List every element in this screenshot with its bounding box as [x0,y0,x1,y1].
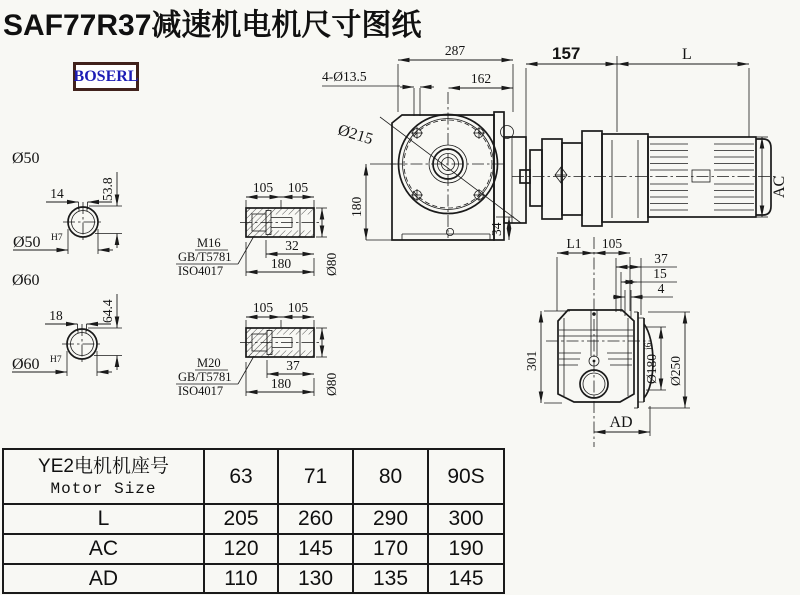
table-row-AC [3,534,504,564]
value-AC-80: 170 [353,534,428,564]
value-AD-63: 110 [204,564,278,593]
value-L-80: 290 [353,504,428,534]
rear-dim-37: 37 [654,251,668,266]
rear-dim-height: 301 [524,350,539,371]
bore50-label: Ø50 [12,150,40,167]
value-AC-71: 145 [278,534,353,564]
brand-logo: BOSERL [73,62,139,91]
rear-dim-4: 4 [657,281,665,296]
shaft2-dia: Ø80 [324,372,339,396]
bore60-keyway-depth: 64.4 [100,299,115,323]
rear-dim-l1: L1 [566,236,582,251]
header-motor-size [3,449,204,504]
page-title: SAF77R37减速机电机尺寸图纸 [3,9,422,42]
bore50-keyway-depth: 53.8 [100,177,115,201]
shaft1-std-a: GB/T5781 [178,250,232,264]
rear-spigot-tol: j6 [644,342,654,350]
header-size-71: 71 [278,449,353,504]
shaft2-std-a: GB/T5781 [178,370,232,384]
bore60-keyway-width: 18 [49,308,63,323]
table-row-L [3,504,504,534]
motor-size-table [2,448,505,594]
shaft2-std-b: ISO4017 [178,384,224,398]
bore-detail-50 [12,150,122,254]
row-label-AC: AC [3,534,204,564]
shaft1-dia: Ø80 [324,252,339,276]
rear-dim-15: 15 [653,266,667,281]
dim-front-flange-width: 162 [470,71,492,86]
rear-spigot-dia: Ø180 [644,354,659,384]
shaft2-seg-b: 105 [287,300,309,315]
value-AC-90s: 190 [428,534,504,564]
shaft2-thread: M20 [197,356,221,370]
bore50-fit: Ø50 [13,234,41,251]
dim-front-holes: 4-Ø13.5 [322,69,367,84]
shaft1-bolt-len: 32 [285,238,299,253]
value-AD-80: 135 [353,564,428,593]
shaft-detail-m20 [176,300,339,398]
shaft2-bolt-len: 37 [286,358,300,373]
header-motor-size-en: Motor Size [50,479,157,498]
dim-side-motor-length: L [682,46,692,63]
shaft1-thread: M16 [197,236,221,250]
shaft1-length: 180 [270,256,292,271]
shaft-detail-m16 [176,180,339,278]
shaft1-std-b: ISO4017 [178,264,224,278]
bore50-keyway-width: 14 [50,186,64,201]
value-L-90s: 300 [428,504,504,534]
header-motor-size-cn: YE2电机机座号 [38,455,169,477]
shaft2-length: 180 [270,376,292,391]
rear-flange-dia: Ø250 [668,356,683,386]
bore50-fit-tol: H7 [51,233,63,243]
table-row-AD [3,564,504,593]
bore60-label: Ø60 [12,272,40,289]
dim-front-foot: 34 [489,222,504,236]
rear-dim-105: 105 [601,236,623,251]
row-label-AD: AD [3,564,204,593]
shaft2-seg-a: 105 [252,300,274,315]
row-label-L: L [3,504,204,534]
bore60-fit-tol: H7 [50,355,62,365]
bore60-fit: Ø60 [12,356,40,373]
dim-front-flange-dia: Ø215 [335,121,375,149]
dim-front-height: 180 [349,196,364,217]
header-size-63: 63 [204,449,278,504]
shaft1-seg-a: 105 [252,180,274,195]
side-view [512,44,788,226]
value-AD-90s: 145 [428,564,504,593]
value-L-63: 205 [204,504,278,534]
front-view [322,43,526,240]
header-size-80: 80 [353,449,428,504]
shaft1-seg-b: 105 [287,180,309,195]
bore-detail-60 [12,272,122,376]
header-size-90s: 90S [428,449,504,504]
dim-side-adapter: 157 [552,44,581,63]
value-L-71: 260 [278,504,353,534]
value-AC-63: 120 [204,534,278,564]
value-AD-71: 130 [278,564,353,593]
table-header-row [3,449,504,504]
motor-fins [650,144,754,210]
rear-dim-ad: AD [609,414,633,431]
dim-front-width: 287 [444,43,466,58]
dim-side-motor-dia: AC [771,175,788,198]
rear-view [524,236,690,447]
